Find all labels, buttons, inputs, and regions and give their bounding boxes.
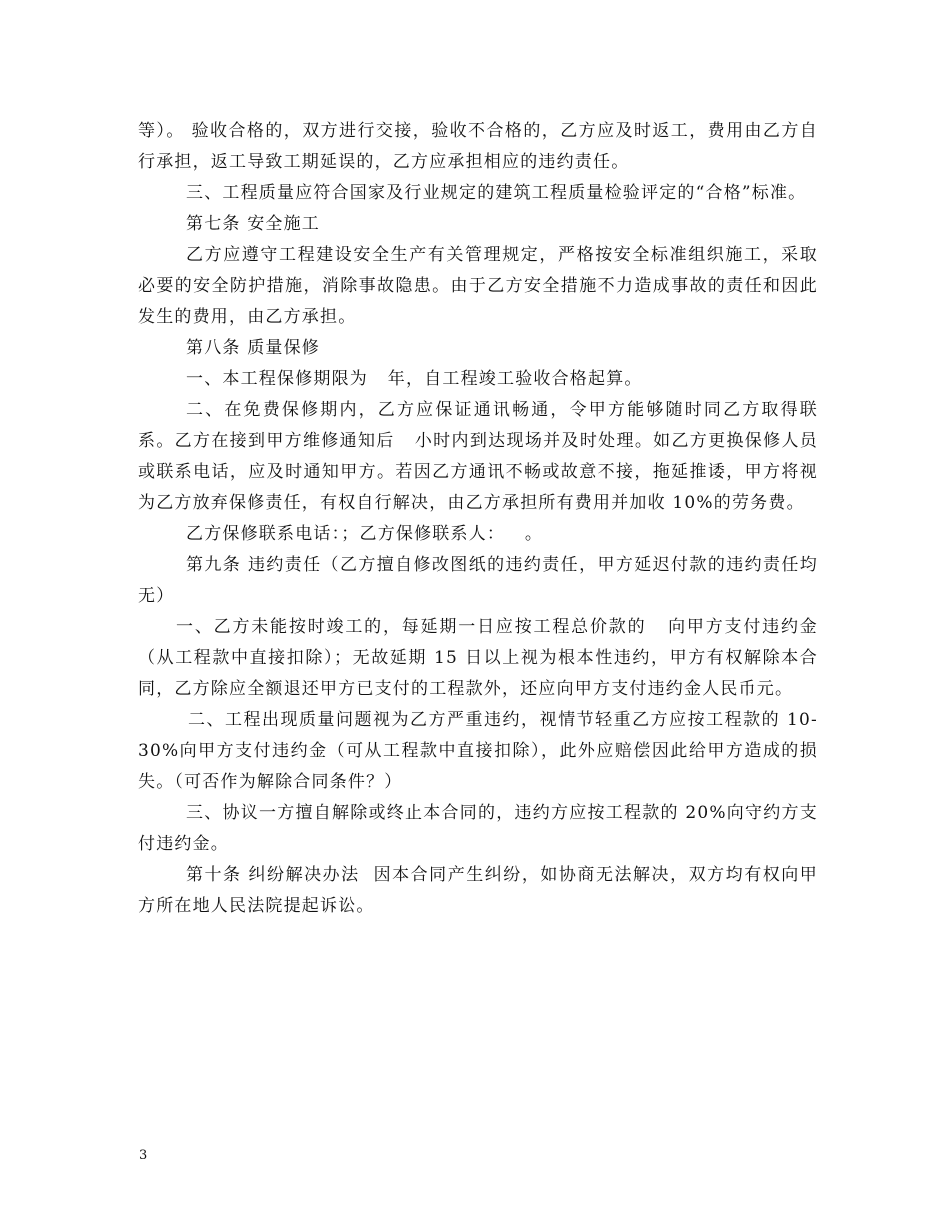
- paragraph-dispute-resolution: 第十条 纠纷解决办法 因本合同产生纠纷，如协商无法解决，双方均有权向甲方所在地人民法院提起诉讼。: [138, 865, 818, 916]
- paragraph-quality-standard: 三、工程质量应符合国家及行业规定的建筑工程质量检验评定的“合格”标准。: [186, 183, 807, 203]
- paragraph-termination-penalty: 三、协议一方擅自解除或终止本合同的，违约方应按工程款的 20%向守约方支付违约金。: [138, 803, 818, 854]
- heading-article-9: 第九条 违约责任（乙方擅自修改图纸的违约责任，甲方延迟付款的违约责任均无）: [138, 555, 818, 606]
- paragraph-acceptance-continued: 等）。 验收合格的，双方进行交接，验收不合格的，乙方应及时返工，费用由乙方自行承担，返工导致工期延误的，乙方应承担相应的违约责任。: [138, 121, 818, 172]
- page-number: 3: [139, 1148, 148, 1163]
- paragraph-safety: 乙方应遵守工程建设安全生产有关管理规定，严格按安全标准组织施工，采取必要的安全防护措施，消除事故隐患。由于乙方安全措施不力造成事故的责任和因此发生的费用，由乙方承担。: [138, 245, 818, 327]
- paragraph-warranty-contact: 二、在免费保修期内，乙方应保证通讯畅通，令甲方能够随时同乙方取得联系。乙方在接到甲方维修通知后 小时内到达现场并及时处理。如乙方更换保修人员或联系电话，应及时通知甲方。若因乙方通讯不畅或故意不接，拖延推诿，甲方将视为乙方放弃保修责任，有权自行解决，由乙方承担所有费用并加收 10%的劳务费。: [138, 400, 818, 513]
- paragraph-quality-penalty: 二、工程出现质量问题视为乙方严重违约，视情节轻重乙方应按工程款的 10-30%向甲方支付违约金（可从工程款中直接扣除），此外应赔偿因此给甲方造成的损失。（可否作为解除合同条件？）: [138, 710, 818, 792]
- paragraph-delay-penalty: 一、乙方未能按时竣工的，每延期一日应按工程总价款的 向甲方支付违约金（从工程款中直接扣除）；无故延期 15 日以上视为根本性违约，甲方有权解除本合同，乙方除应全额退还甲方已支付的工程款外，还应向甲方支付违约金人民币元。: [138, 617, 818, 699]
- contract-body: [138, 116, 818, 922]
- paragraph-warranty-phone: 乙方保修联系电话：；乙方保修联系人： 。: [186, 524, 544, 544]
- heading-article-7: 第七条 安全施工: [186, 214, 321, 234]
- paragraph-warranty-period: 一、本工程保修期限为 年，自工程竣工验收合格起算。: [186, 369, 643, 389]
- heading-article-8: 第八条 质量保修: [186, 338, 321, 358]
